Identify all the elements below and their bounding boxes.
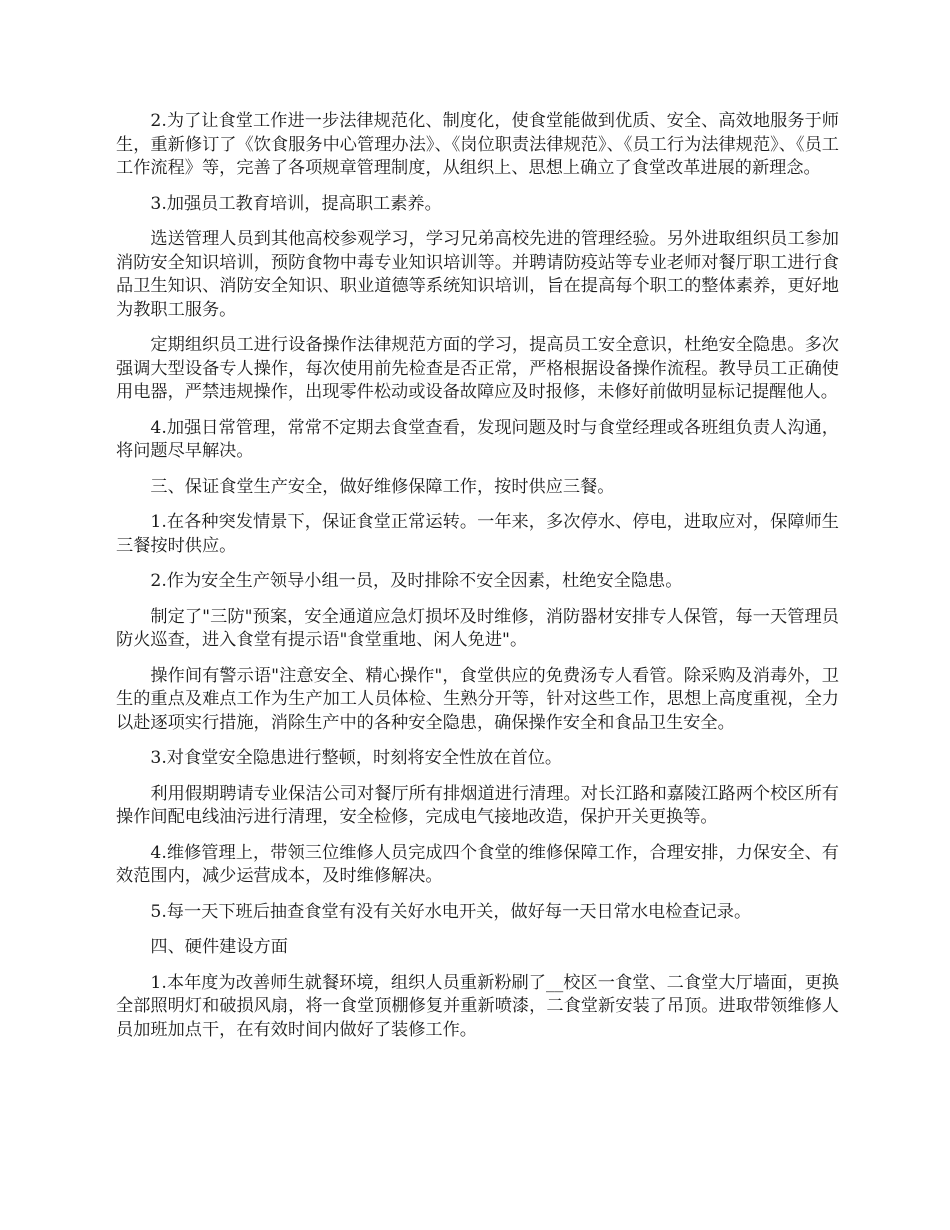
paragraph-1: 2.为了让食堂工作进一步法律规范化、制度化，使食堂能做到优质、安全、高效地服务于师生，重新修订了《饮食服务中心管理办法》、《岗位职责法律规范》、《员工行为法律规范》、《员工工作流程》等，完善了各项规章管理制度，从组织上、思想上确立了食堂改革进展的新理念。 [116,111,839,178]
section-heading-3: 三、保证食堂生产安全，做好维修保障工作，按时供应三餐。 [150,476,615,497]
paragraph-7: 1.在各种突发情景下，保证食堂正常运转。一年来，多次停水、停电，进取应对，保障师生三餐按时供应。 [116,512,839,556]
paragraph-5: 4.加强日常管理，常常不定期去食堂查看，发现问题及时与食堂经理或各班组负责人沟通，将问题尽早解决。 [116,417,839,461]
paragraph-10: 操作间有警示语"注意安全、精心操作"，食堂供应的免费汤专人看管。除采购及消毒外，卫生的重点及难点工作为生产加工人员体检、生熟分开等，针对这些工作，思想上高度重视，全力以赴逐项实行措施，消除生产中的各种安全隐患，确保操作安全和食品卫生安全。 [116,665,839,733]
paragraph-13: 4.维修管理上，带领三位维修人员完成四个食堂的维修保障工作，合理安排，力保安全、有效范围内，减少运营成本，及时维修解决。 [116,842,839,886]
document-body [116,110,839,1054]
paragraph-2: 3.加强员工教育培训，提高职工素养。 [150,193,442,214]
paragraph-11: 3.对食堂安全隐患进行整顿，时刻将安全性放在首位。 [150,748,563,768]
paragraph-14: 5.每一天下班后抽查食堂有没有关好水电开关，做好每一天日常水电检查记录。 [150,901,752,922]
paragraph-16: 1.本年度为改善师生就餐环境，组织人员重新粉刷了__校区一食堂、二食堂大厅墙面，更换全部照明灯和破损风扇，将一食堂顶棚修复并重新喷漆，二食堂新安装了吊顶。进取带领维修人员加班加点干，在有效时间内做好了装修工作。 [116,972,839,1040]
paragraph-4: 定期组织员工进行设备操作法律规范方面的学习，提高员工安全意识，杜绝安全隐患。多次强调大型设备专人操作，每次使用前先检查是否正常，严格根据设备操作流程。教导员工正确使用电器，严禁违规操作，出现零件松动或设备故障应及时报修，未修好前做明显标记提醒他人。 [116,335,839,402]
paragraph-9: 制定了"三防"预案，安全通道应急灯损坏及时维修，消防器材安排专人保管，每一天管理员防火巡查，进入食堂有提示语"食堂重地、闲人免进"。 [116,606,839,650]
paragraph-3: 选送管理人员到其他高校参观学习，学习兄弟高校先进的管理经验。另外进取组织员工参加消防安全知识培训，预防食物中毒专业知识培训等。并聘请防疫站等专业老师对餐厅职工进行食品卫生知识、消防安全知识、职业道德等系统知识培训，旨在提高每个职工的整体素养，更好地为教职工服务。 [116,229,839,320]
paragraph-8: 2.作为安全生产领导小组一员，及时排除不安全因素，杜绝安全隐患。 [150,571,683,591]
section-heading-4: 四、硬件建设方面 [150,937,288,957]
paragraph-12: 利用假期聘请专业保洁公司对餐厅所有排烟道进行清理。对长江路和嘉陵江路两个校区所有操作间配电线油污进行清理，安全检修，完成电气接地改造，保护开关更换等。 [116,783,839,827]
